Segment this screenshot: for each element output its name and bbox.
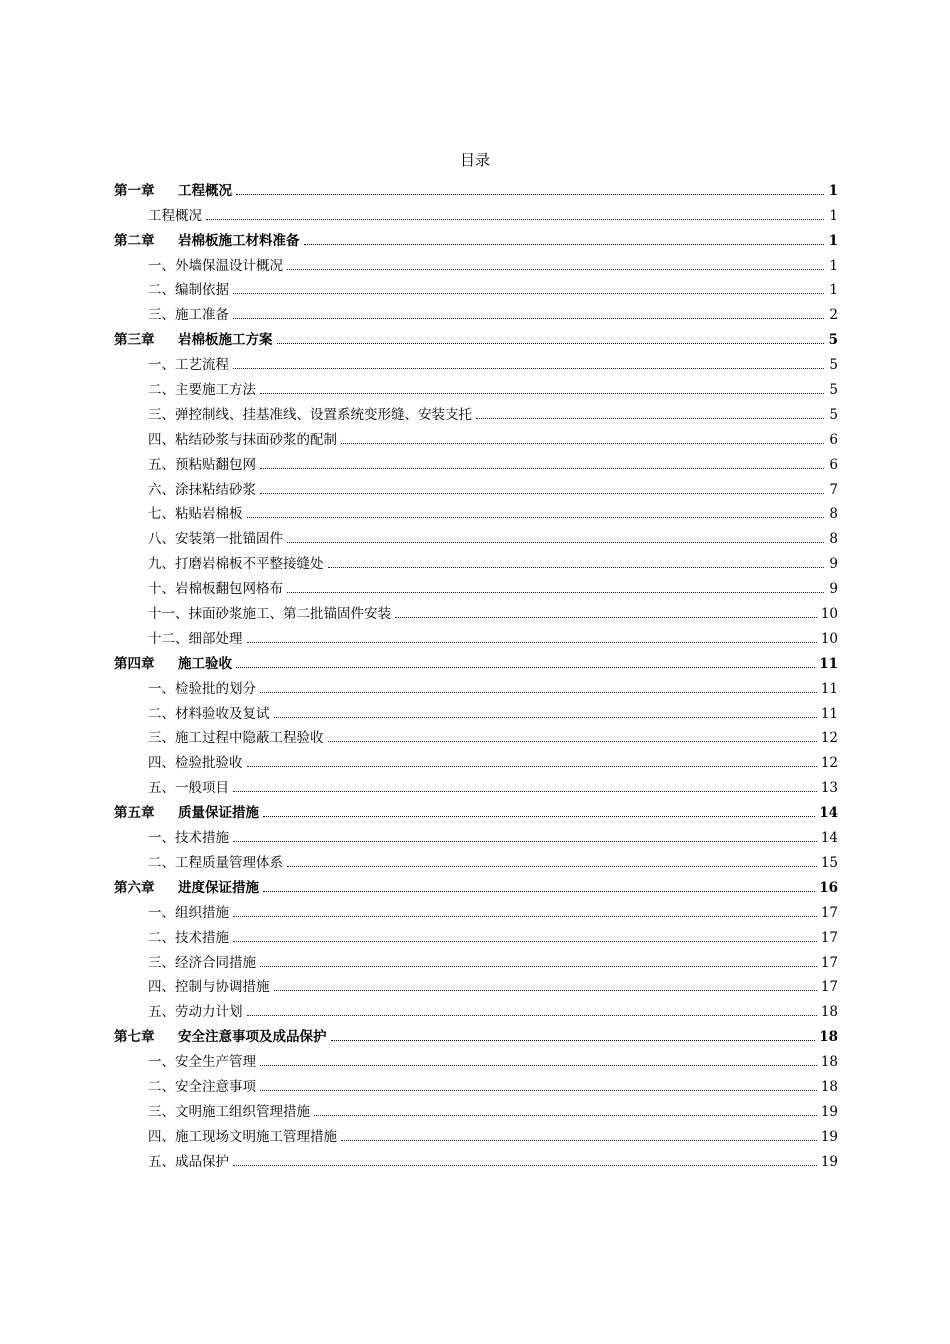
toc-entry-label: 四、施工现场文明施工管理措施 [148, 1128, 337, 1145]
toc-entry-text [148, 1000, 243, 1020]
toc-entry-label: 施工验收 [178, 655, 232, 672]
dot-leader [476, 418, 824, 419]
toc-chapter-entry[interactable] [114, 1020, 838, 1045]
toc-page-number: 8 [829, 506, 838, 523]
toc-entry-label: 一、组织措施 [148, 904, 229, 921]
toc-entry-text [148, 677, 256, 697]
toc-section-entry[interactable] [114, 274, 838, 299]
toc-entry-label: 二、技术措施 [148, 929, 229, 946]
dot-leader [341, 1140, 817, 1141]
toc-page-number: 15 [820, 854, 838, 871]
toc-entry-text [114, 328, 273, 348]
toc-page-number: 17 [820, 929, 838, 946]
dot-leader [233, 318, 824, 319]
toc-entry-text [148, 378, 256, 398]
toc-entry-text [148, 303, 229, 323]
toc-page-number: 18 [819, 1029, 838, 1046]
toc-entry-text [114, 229, 300, 249]
toc-entry-text [148, 901, 229, 921]
toc-chapter-entry[interactable] [114, 323, 838, 348]
dot-leader [247, 1015, 817, 1016]
toc-entry-text [148, 1075, 256, 1095]
toc-section-entry[interactable] [114, 771, 838, 796]
toc-entry-label: 岩棉板施工材料准备 [178, 232, 300, 249]
toc-page-number: 17 [820, 904, 838, 921]
chapter-number: 第四章 [114, 655, 155, 672]
dot-leader [233, 368, 824, 369]
dot-leader [328, 741, 817, 742]
dot-leader [260, 1065, 817, 1066]
toc-page-number: 18 [820, 1054, 838, 1071]
toc-entry-label: 五、劳动力计划 [148, 1004, 243, 1021]
toc-page-number: 18 [820, 1078, 838, 1095]
toc-entry-text [148, 602, 391, 622]
toc-entry-label: 工程概况 [178, 182, 232, 199]
toc-entry-label: 一、技术措施 [148, 830, 229, 847]
dot-leader [247, 517, 825, 518]
toc-entry-label: 十一、抹面砂浆施工、第二批锚固件安装 [148, 606, 391, 623]
toc-section-entry[interactable] [114, 423, 838, 448]
dot-leader [233, 293, 824, 294]
toc-page-number: 9 [829, 556, 838, 573]
toc-chapter-entry[interactable] [114, 224, 838, 249]
dot-leader [328, 567, 825, 568]
toc-entry-label: 五、成品保护 [148, 1153, 229, 1170]
toc-section-entry[interactable] [114, 971, 838, 996]
toc-page-number: 16 [819, 879, 838, 896]
toc-section-entry[interactable] [114, 1145, 838, 1170]
dot-leader [287, 866, 817, 867]
toc-section-entry[interactable] [114, 697, 838, 722]
toc-entry-label: 十二、细部处理 [148, 630, 243, 647]
toc-section-entry[interactable] [114, 622, 838, 647]
dot-leader [260, 468, 824, 469]
chapter-number: 第七章 [114, 1029, 155, 1046]
toc-entry-label: 二、安全注意事项 [148, 1078, 256, 1095]
dot-leader [314, 1115, 817, 1116]
chapter-number: 第一章 [114, 182, 155, 199]
toc-entry-label: 三、弹控制线、挂基准线、设置系统变形缝、安装支托 [148, 406, 472, 423]
dot-leader [206, 219, 824, 220]
toc-page-number: 18 [820, 1004, 838, 1021]
dot-leader [274, 990, 817, 991]
toc-section-entry[interactable] [114, 995, 838, 1020]
toc-entry-text [148, 975, 270, 995]
dot-leader [233, 941, 817, 942]
toc-page-number: 2 [829, 307, 838, 324]
dot-leader [233, 791, 817, 792]
toc-entry-label: 四、粘结砂浆与抹面砂浆的配制 [148, 431, 337, 448]
toc-entry-label: 一、安全生产管理 [148, 1054, 256, 1071]
toc-entry-label: 四、检验批验收 [148, 755, 243, 772]
dot-leader [304, 244, 825, 245]
toc-section-entry[interactable] [114, 547, 838, 572]
toc-entry-label: 五、一般项目 [148, 780, 229, 797]
toc-section-entry[interactable] [114, 249, 838, 274]
toc-entry-label: 一、工艺流程 [148, 357, 229, 374]
toc-page-number: 5 [828, 332, 838, 349]
toc-entry-text [148, 1100, 310, 1120]
toc-page-number: 12 [820, 755, 838, 772]
dot-leader [287, 542, 824, 543]
dot-leader [260, 493, 824, 494]
toc-section-entry[interactable] [114, 1070, 838, 1095]
toc-entry-label: 九、打磨岩棉板不平整接缝处 [148, 556, 324, 573]
toc-entry-label: 七、粘贴岩棉板 [148, 506, 243, 523]
dot-leader [233, 841, 817, 842]
toc-page-number: 11 [819, 655, 838, 672]
toc-page-number: 1 [829, 207, 838, 224]
toc-page-number: 19 [820, 1103, 838, 1120]
toc-entry-text [148, 552, 324, 572]
toc-page-number: 14 [819, 805, 838, 822]
toc-page-number: 5 [829, 406, 838, 423]
toc-entry-label: 八、安装第一批锚固件 [148, 531, 283, 548]
dot-leader [287, 269, 824, 270]
toc-page-number: 8 [829, 531, 838, 548]
toc-entry-label: 一、外墙保温设计概况 [148, 257, 283, 274]
toc-entry-text [148, 776, 229, 796]
dot-leader [260, 966, 817, 967]
dot-leader [277, 343, 825, 344]
toc-section-entry[interactable] [114, 298, 838, 323]
toc-section-entry[interactable] [114, 348, 838, 373]
toc-chapter-entry[interactable] [114, 174, 838, 199]
toc-entry-text [114, 652, 232, 672]
dot-leader [274, 717, 817, 718]
toc-entry-text [148, 527, 283, 547]
toc-section-entry[interactable] [114, 448, 838, 473]
toc-section-entry[interactable] [114, 846, 838, 871]
dot-leader [233, 1165, 817, 1166]
toc-chapter-entry[interactable] [114, 871, 838, 896]
toc-page-number: 11 [820, 705, 838, 722]
toc-page-number: 10 [820, 606, 838, 623]
toc-page-number: 7 [829, 481, 838, 498]
toc-entry-text [148, 254, 283, 274]
toc-entry-text [114, 179, 232, 199]
toc-page-number: 10 [820, 630, 838, 647]
toc-section-entry[interactable] [114, 373, 838, 398]
toc-entry-label: 质量保证措施 [178, 805, 259, 822]
dot-leader [331, 1040, 816, 1041]
dot-leader [395, 617, 817, 618]
toc-page-number: 5 [829, 382, 838, 399]
chapter-number: 第二章 [114, 232, 155, 249]
dot-leader [260, 692, 817, 693]
toc-entry-text [148, 1050, 256, 1070]
toc-section-entry[interactable] [114, 1120, 838, 1145]
toc-entry-text [148, 278, 229, 298]
toc-entry-label: 二、编制依据 [148, 282, 229, 299]
toc-section-entry[interactable] [114, 672, 838, 697]
toc-section-entry[interactable] [114, 473, 838, 498]
toc-section-entry[interactable] [114, 821, 838, 846]
toc-page-number: 9 [829, 581, 838, 598]
toc-section-entry[interactable] [114, 722, 838, 747]
toc-entry-text [148, 627, 243, 647]
toc-entry-text [148, 851, 283, 871]
toc-section-entry[interactable] [114, 572, 838, 597]
toc-section-entry[interactable] [114, 498, 838, 523]
chapter-number: 第五章 [114, 805, 155, 822]
toc-entry-label: 一、检验批的划分 [148, 680, 256, 697]
toc-page-number: 1 [828, 182, 838, 199]
toc-entry-text [148, 353, 229, 373]
dot-leader [260, 393, 824, 394]
toc-page-number: 14 [820, 830, 838, 847]
dot-leader [236, 194, 824, 195]
toc-entry-text [114, 801, 259, 821]
toc-page-number: 17 [820, 979, 838, 996]
dot-leader [287, 592, 824, 593]
toc-section-entry[interactable] [114, 398, 838, 423]
toc-entry-text [148, 478, 256, 498]
toc-title: 目录 [459, 151, 490, 169]
toc-entry-label: 十、岩棉板翻包网格布 [148, 581, 283, 598]
toc-entry-text [148, 428, 337, 448]
toc-entry-text [148, 1125, 337, 1145]
toc-entry-label: 二、材料验收及复试 [148, 705, 270, 722]
toc-entry-label: 工程概况 [148, 207, 202, 224]
toc-entry-text [148, 826, 229, 846]
toc-page-number: 1 [829, 282, 838, 299]
toc-entry-text [114, 876, 259, 896]
toc-chapter-entry[interactable] [114, 796, 838, 821]
chapter-number: 第六章 [114, 879, 155, 896]
toc-entry-label: 四、控制与协调措施 [148, 979, 270, 996]
toc-entry-text [148, 204, 202, 224]
toc-page-number: 19 [820, 1153, 838, 1170]
toc-entry-label: 进度保证措施 [178, 879, 259, 896]
toc-page-number: 13 [820, 780, 838, 797]
toc-entry-label: 三、文明施工组织管理措施 [148, 1103, 310, 1120]
toc-page-number: 5 [829, 357, 838, 374]
toc-page-number: 12 [820, 730, 838, 747]
toc-section-entry[interactable] [114, 746, 838, 771]
dot-leader [341, 443, 824, 444]
toc-entry-label: 五、预粘贴翻包网 [148, 456, 256, 473]
toc-page-number: 11 [820, 680, 838, 697]
toc-section-entry[interactable] [114, 199, 838, 224]
toc-section-entry[interactable] [114, 597, 838, 622]
toc-page-number: 1 [829, 257, 838, 274]
table-of-contents [114, 174, 838, 1170]
toc-entry-text [148, 403, 472, 423]
toc-entry-text [148, 702, 270, 722]
toc-section-entry[interactable] [114, 522, 838, 547]
toc-section-entry[interactable] [114, 1095, 838, 1120]
toc-page-number: 6 [829, 431, 838, 448]
dot-leader [263, 816, 815, 817]
chapter-number: 第三章 [114, 332, 155, 349]
toc-entry-text [148, 951, 256, 971]
dot-leader [263, 891, 815, 892]
toc-entry-label: 二、主要施工方法 [148, 382, 256, 399]
toc-section-entry[interactable] [114, 896, 838, 921]
toc-entry-label: 三、经济合同措施 [148, 954, 256, 971]
dot-leader [247, 642, 817, 643]
dot-leader [236, 667, 815, 668]
dot-leader [247, 766, 817, 767]
toc-section-entry[interactable] [114, 921, 838, 946]
toc-page-number: 19 [820, 1128, 838, 1145]
toc-section-entry[interactable] [114, 1045, 838, 1070]
toc-section-entry[interactable] [114, 946, 838, 971]
toc-entry-label: 三、施工过程中隐蔽工程验收 [148, 730, 324, 747]
toc-entry-text [148, 502, 243, 522]
toc-entry-label: 安全注意事项及成品保护 [178, 1029, 327, 1046]
toc-entry-text [148, 751, 243, 771]
dot-leader [260, 1090, 817, 1091]
toc-entry-text [148, 926, 229, 946]
toc-entry-text [114, 1025, 327, 1045]
toc-page-number: 17 [820, 954, 838, 971]
toc-entry-text [148, 726, 324, 746]
toc-chapter-entry[interactable] [114, 647, 838, 672]
dot-leader [233, 916, 817, 917]
toc-page-number: 6 [829, 456, 838, 473]
toc-entry-label: 二、工程质量管理体系 [148, 854, 283, 871]
toc-entry-text [148, 577, 283, 597]
toc-entry-label: 岩棉板施工方案 [178, 332, 273, 349]
toc-page-number: 1 [828, 232, 838, 249]
toc-entry-label: 三、施工准备 [148, 307, 229, 324]
toc-entry-label: 六、涂抹粘结砂浆 [148, 481, 256, 498]
toc-entry-text [148, 453, 256, 473]
toc-entry-text [148, 1150, 229, 1170]
